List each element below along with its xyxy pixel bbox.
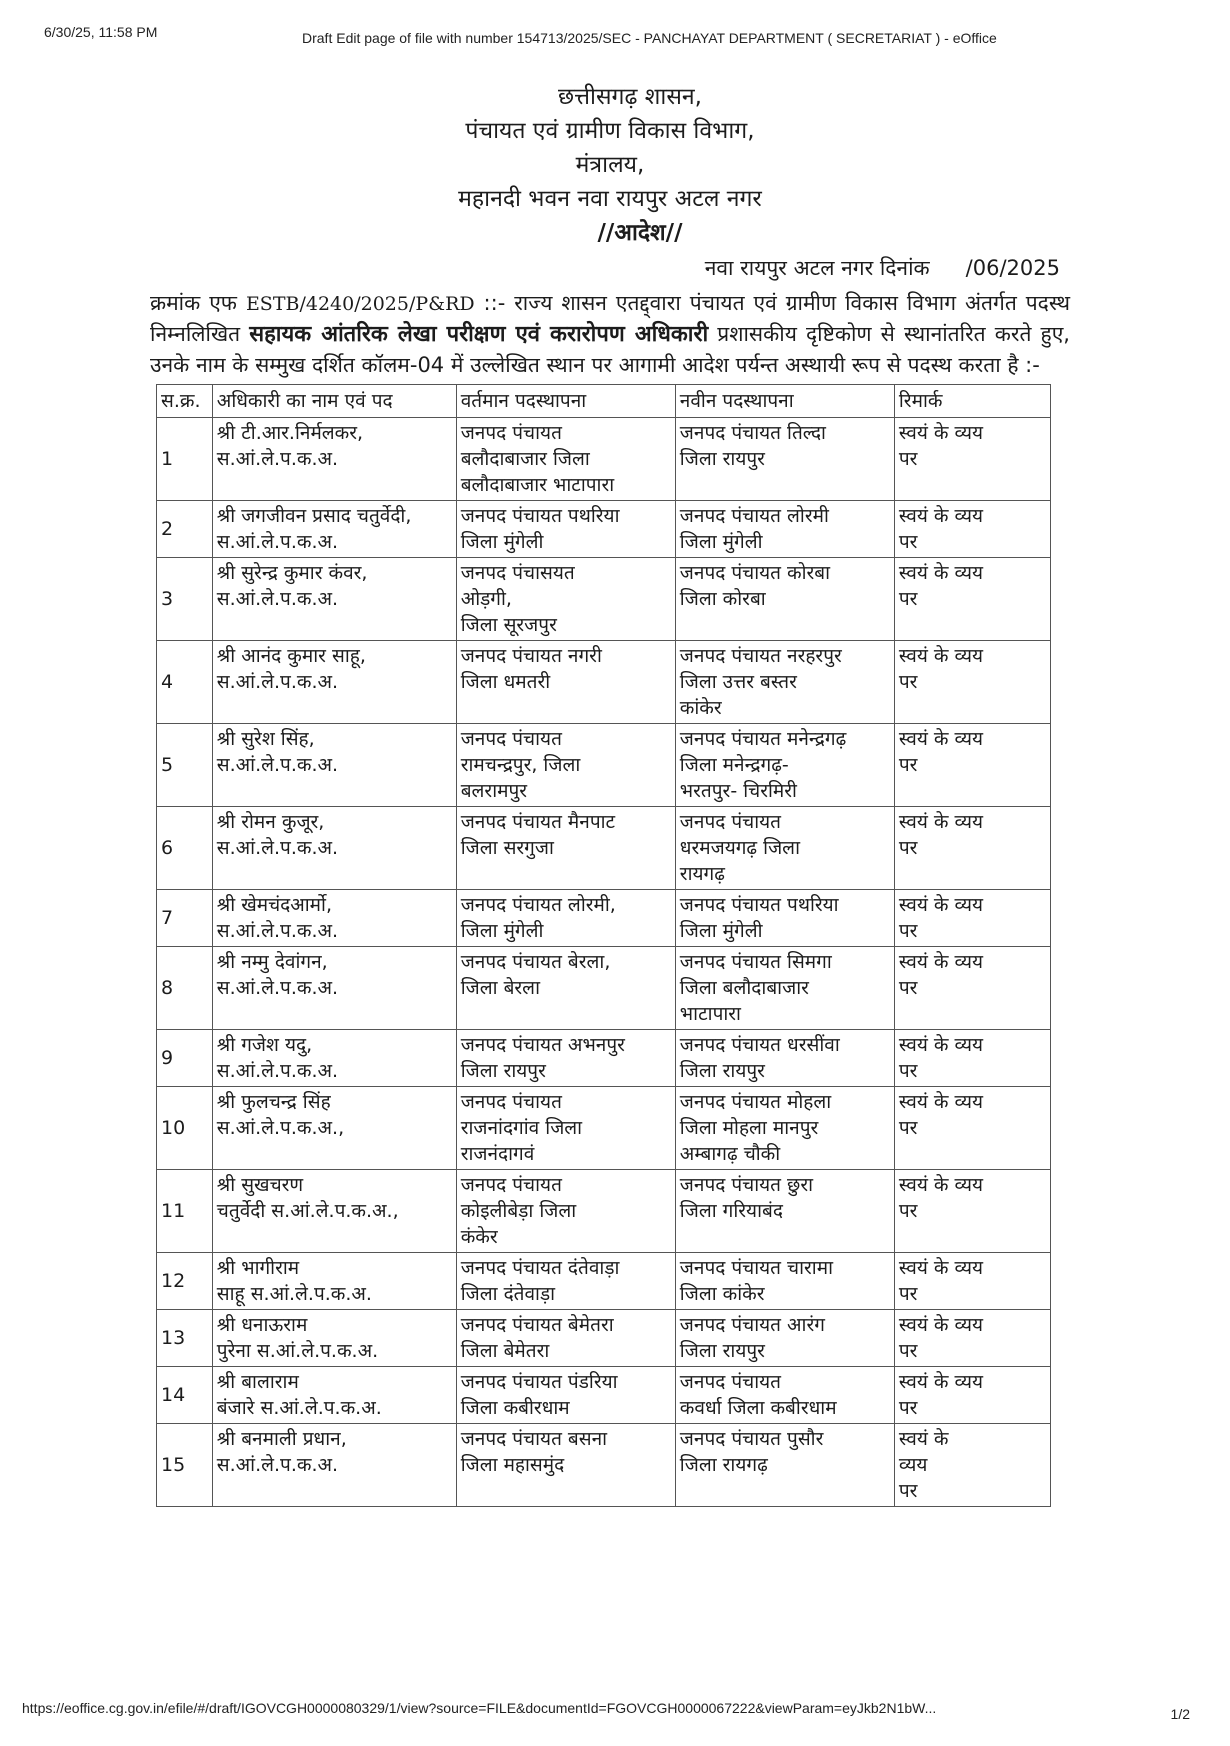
remark-line: स्वयं के व्यय — [898, 894, 984, 916]
browser-print-footer — [22, 1700, 1190, 1720]
remark-cell — [894, 1367, 1050, 1424]
new-posting-cell — [675, 641, 894, 724]
serial-cell: 5 — [157, 724, 213, 807]
new-posting-line: अम्बागढ़ चौकी — [679, 1143, 781, 1165]
new-posting-cell — [675, 1087, 894, 1170]
remark-line: पर — [898, 920, 918, 942]
table-row — [157, 1253, 1051, 1310]
table-row — [157, 947, 1051, 1030]
current-posting-cell — [456, 807, 675, 890]
new-posting-cell — [675, 501, 894, 558]
table-row — [157, 1367, 1051, 1424]
new-posting-cell — [675, 807, 894, 890]
new-posting-line: कांकेर — [679, 697, 722, 719]
remark-line: स्वयं के व्यय — [898, 422, 984, 444]
remark-cell — [894, 501, 1050, 558]
new-posting-cell — [675, 418, 894, 501]
officer-name-line: स.आं.ले.प.क.अ. — [216, 754, 339, 776]
officer-name-cell — [212, 1087, 456, 1170]
current-posting-cell — [456, 1030, 675, 1087]
current-posting-line: जिला रायपुर — [460, 1060, 546, 1082]
remark-cell — [894, 641, 1050, 724]
current-posting-line: कंकेर — [460, 1226, 498, 1248]
new-posting-line: जनपद पंचायत — [679, 811, 781, 833]
new-posting-cell — [675, 1367, 894, 1424]
ministry-label: मंत्रालय, — [575, 152, 645, 178]
new-posting-cell — [675, 1310, 894, 1367]
current-posting-cell — [456, 1087, 675, 1170]
officer-name-line: श्री जगजीवन प्रसाद चतुर्वेदी, — [216, 505, 412, 527]
remark-line: पर — [898, 1117, 918, 1139]
header-officer-name: अधिकारी का नाम एवं पद — [212, 385, 456, 418]
remark-line: पर — [898, 1340, 918, 1362]
officer-name-line: श्री भागीराम — [216, 1257, 300, 1279]
current-posting-cell — [456, 947, 675, 1030]
current-posting-cell — [456, 1424, 675, 1507]
current-posting-cell — [456, 1170, 675, 1253]
current-posting-line: जनपद पंचायत बेमेतरा — [460, 1314, 614, 1336]
new-posting-cell — [675, 1170, 894, 1253]
table-row — [157, 641, 1051, 724]
remark-line: पर — [898, 1397, 918, 1419]
remark-cell — [894, 558, 1050, 641]
remark-cell — [894, 418, 1050, 501]
order-number-label: क्रमांक एफ — [150, 291, 246, 315]
table-row — [157, 807, 1051, 890]
current-posting-line: ओड़गी, — [460, 588, 512, 610]
new-posting-line: जिला कांकेर — [679, 1283, 765, 1305]
new-posting-line: जनपद पंचायत छुरा — [679, 1174, 814, 1196]
remark-cell — [894, 724, 1050, 807]
new-posting-cell — [675, 947, 894, 1030]
transfer-table — [156, 384, 1051, 1507]
new-posting-line: जनपद पंचायत तिल्दा — [679, 422, 826, 444]
current-posting-line: जनपद पंचायत मैनपाट — [460, 811, 616, 833]
officer-name-line: श्री टी.आर.निर्मलकर, — [216, 422, 364, 444]
new-posting-cell — [675, 558, 894, 641]
current-posting-line: जिला मुंगेली — [460, 531, 544, 553]
current-posting-line: राजनांदगांव जिला — [460, 1117, 583, 1139]
table-row — [157, 890, 1051, 947]
remark-line: पर — [898, 531, 918, 553]
officer-name-line: श्री बालाराम — [216, 1371, 299, 1393]
table-row — [157, 1030, 1051, 1087]
remark-cell — [894, 890, 1050, 947]
department-name: पंचायत एवं ग्रामीण विकास विभाग, — [465, 118, 755, 144]
officer-name-cell — [212, 947, 456, 1030]
remark-line: स्वयं के व्यय — [898, 1371, 984, 1393]
serial-cell: 6 — [157, 807, 213, 890]
order-text-end: प्रशासकीय दृष्टिकोण से स्थानांतरित करते हुए, उनके नाम के सम्मुख दर्शित कॉलम-04 में उल्लेखित स्थान पर आगामी आदेश पर्यन्त अस्थायी रूप से पदस्थ करता है :- — [150, 322, 1070, 377]
current-posting-line: जनपद पंचायत बसना — [460, 1428, 608, 1450]
officer-name-line: श्री आनंद कुमार साहू, — [216, 645, 366, 667]
remark-cell — [894, 1030, 1050, 1087]
remark-line: पर — [898, 588, 918, 610]
print-url: https://eoffice.cg.gov.in/efile/#/draft/IGOVCGH0000080329/1/view?source=FILE&documentId=FGOVCGH0000067222&viewParam=eyJkb2N1bW... — [22, 1700, 937, 1716]
officer-name-line: श्री सुरेश सिंह, — [216, 728, 315, 750]
officer-name-line: बंजारे स.आं.ले.प.क.अ. — [216, 1397, 382, 1419]
new-posting-line: जनपद पंचायत मोहला — [679, 1091, 832, 1113]
serial-cell: 15 — [157, 1424, 213, 1507]
remark-cell — [894, 1310, 1050, 1367]
date-value: /06/2025 — [965, 256, 1060, 280]
table-row — [157, 1170, 1051, 1253]
current-posting-line: बलौदाबाजार जिला — [460, 448, 590, 470]
officer-name-cell — [212, 1367, 456, 1424]
new-posting-line: जनपद पंचायत पथरिया — [679, 894, 839, 916]
print-datetime: 6/30/25, 11:58 PM — [44, 24, 158, 40]
officer-designation: सहायक आंतरिक लेखा परीक्षण एवं करारोपण अधिकारी — [249, 322, 709, 347]
remark-line: स्वयं के व्यय — [898, 645, 984, 667]
remark-cell — [894, 1170, 1050, 1253]
officer-name-line: श्री नम्मु देवांगन, — [216, 951, 328, 973]
serial-cell: 13 — [157, 1310, 213, 1367]
new-posting-line: जिला उत्तर बस्तर — [679, 671, 797, 693]
officer-name-cell — [212, 1253, 456, 1310]
serial-cell: 14 — [157, 1367, 213, 1424]
serial-cell: 11 — [157, 1170, 213, 1253]
current-posting-cell — [456, 418, 675, 501]
remark-line: व्यय — [898, 1454, 928, 1476]
officer-name-cell — [212, 1030, 456, 1087]
new-posting-line: जनपद पंचायत लोरमी — [679, 505, 829, 527]
govt-name: छत्तीसगढ़ शासन, — [558, 84, 702, 110]
serial-cell: 12 — [157, 1253, 213, 1310]
new-posting-line: जनपद पंचायत मनेन्द्रगढ़ — [679, 728, 847, 750]
current-posting-line: बलरामपुर — [460, 780, 528, 802]
current-posting-line: जिला कबीरधाम — [460, 1397, 570, 1419]
new-posting-line: जनपद पंचायत आरंग — [679, 1314, 825, 1336]
new-posting-line: जनपद पंचायत — [679, 1371, 781, 1393]
new-posting-line: जिला रायपुर — [679, 1340, 765, 1362]
serial-cell: 8 — [157, 947, 213, 1030]
browser-print-header — [44, 24, 1186, 44]
header-new-posting: नवीन पदस्थापना — [675, 385, 894, 418]
order-text-intro: ::- राज्य शासन एतद्द्वारा पंचायत एवं ग्रामीण विकास विभाग अंतर्गत पदस्थ निम्नलिखित — [150, 291, 1070, 346]
officer-name-line: श्री बनमाली प्रधान, — [216, 1428, 347, 1450]
current-posting-cell — [456, 1367, 675, 1424]
current-posting-line: जनपद पंचायत पंडरिया — [460, 1371, 618, 1393]
table-row — [157, 501, 1051, 558]
officer-name-line: स.आं.ले.प.क.अ. — [216, 920, 339, 942]
officer-name-line: स.आं.ले.प.क.अ., — [216, 1117, 345, 1139]
new-posting-cell — [675, 1030, 894, 1087]
current-posting-line: जिला बेरला — [460, 977, 540, 999]
officer-name-line: चतुर्वेदी स.आं.ले.प.क.अ., — [216, 1200, 399, 1222]
officer-name-cell — [212, 1170, 456, 1253]
remark-line: पर — [898, 1480, 918, 1502]
new-posting-line: जिला बलौदाबाजार — [679, 977, 809, 999]
serial-cell: 1 — [157, 418, 213, 501]
officer-name-line: श्री सुरेन्द्र कुमार कंवर, — [216, 562, 368, 584]
remark-line: पर — [898, 754, 918, 776]
date-prefix: नवा रायपुर अटल नगर दिनांक — [704, 256, 930, 280]
new-posting-cell — [675, 1424, 894, 1507]
current-posting-line: जिला महासमुंद — [460, 1454, 565, 1476]
current-posting-line: जनपद पंचायत — [460, 422, 562, 444]
current-posting-line: कोइलीबेड़ा जिला — [460, 1200, 577, 1222]
remark-cell — [894, 1424, 1050, 1507]
new-posting-line: जनपद पंचायत कोरबा — [679, 562, 831, 584]
header-current-posting: वर्तमान पदस्थापना — [456, 385, 675, 418]
new-posting-line: जिला रायगढ़ — [679, 1454, 768, 1476]
current-posting-line: राजनंदागवं — [460, 1143, 535, 1165]
remark-line: स्वयं के व्यय — [898, 562, 984, 584]
current-posting-line: जनपद पंचायत अभनपुर — [460, 1034, 625, 1056]
remark-line: पर — [898, 1060, 918, 1082]
new-posting-cell — [675, 890, 894, 947]
remark-cell — [894, 1087, 1050, 1170]
serial-cell: 3 — [157, 558, 213, 641]
new-posting-cell — [675, 1253, 894, 1310]
remark-line: पर — [898, 837, 918, 859]
officer-name-line: श्री गजेश यदु, — [216, 1034, 313, 1056]
officer-name-cell — [212, 724, 456, 807]
new-posting-line: जिला कोरबा — [679, 588, 766, 610]
print-page-title: Draft Edit page of file with number 154713/2025/SEC - PANCHAYAT DEPARTMENT ( SECRETARIAT ) - eOffice — [302, 30, 997, 46]
table-row — [157, 418, 1051, 501]
new-posting-line: जिला रायपुर — [679, 448, 765, 470]
remark-line: पर — [898, 448, 918, 470]
current-posting-line: जनपद पंचायत — [460, 1091, 562, 1113]
current-posting-cell — [456, 501, 675, 558]
serial-cell: 2 — [157, 501, 213, 558]
new-posting-line: जनपद पंचायत पुसौर — [679, 1428, 824, 1450]
officer-name-line: श्री सुखचरण — [216, 1174, 304, 1196]
officer-name-cell — [212, 890, 456, 947]
new-posting-line: जिला मुंगेली — [679, 920, 763, 942]
remark-line: पर — [898, 1200, 918, 1222]
officer-name-line: साहू स.आं.ले.प.क.अ. — [216, 1283, 372, 1305]
remark-line: पर — [898, 671, 918, 693]
new-posting-line: जिला मोहला मानपुर — [679, 1117, 819, 1139]
table-row — [157, 1424, 1051, 1507]
new-posting-line: भरतपुर- चिरमिरी — [679, 780, 797, 802]
remark-line: पर — [898, 1283, 918, 1305]
current-posting-cell — [456, 1310, 675, 1367]
serial-cell: 9 — [157, 1030, 213, 1087]
new-posting-line: जनपद पंचायत धरसींवा — [679, 1034, 840, 1056]
officer-name-line: पुरेना स.आं.ले.प.क.अ. — [216, 1340, 379, 1362]
officer-name-line: स.आं.ले.प.क.अ. — [216, 977, 339, 999]
current-posting-line: जनपद पंचासयत — [460, 562, 575, 584]
new-posting-line: जनपद पंचायत नरहरपुर — [679, 645, 842, 667]
current-posting-line: जनपद पंचायत पथरिया — [460, 505, 620, 527]
officer-name-line: स.आं.ले.प.क.अ. — [216, 1060, 339, 1082]
header-serial: स.क्र. — [157, 385, 213, 418]
new-posting-line: कवर्धा जिला कबीरधाम — [679, 1397, 837, 1419]
table-row — [157, 1087, 1051, 1170]
new-posting-line: जिला मनेन्द्रगढ़- — [679, 754, 789, 776]
current-posting-cell — [456, 1253, 675, 1310]
remark-line: पर — [898, 977, 918, 999]
current-posting-line: जिला बेमेतरा — [460, 1340, 550, 1362]
officer-name-line: स.आं.ले.प.क.अ. — [216, 448, 339, 470]
new-posting-line: रायगढ़ — [679, 863, 725, 885]
officer-name-cell — [212, 641, 456, 724]
officer-name-line: स.आं.ले.प.क.अ. — [216, 588, 339, 610]
office-address: महानदी भवन नवा रायपुर अटल नगर — [458, 186, 762, 212]
current-posting-line: जनपद पंचायत — [460, 1174, 562, 1196]
remark-cell — [894, 947, 1050, 1030]
new-posting-line: जनपद पंचायत सिमगा — [679, 951, 832, 973]
current-posting-cell — [456, 641, 675, 724]
new-posting-line: भाटापारा — [679, 1003, 741, 1025]
remark-line: स्वयं के व्यय — [898, 1034, 984, 1056]
current-posting-line: जनपद पंचायत दंतेवाड़ा — [460, 1257, 620, 1279]
current-posting-line: जनपद पंचायत लोरमी, — [460, 894, 616, 916]
officer-name-cell — [212, 1310, 456, 1367]
current-posting-line: बलौदाबाजार भाटापारा — [460, 474, 615, 496]
current-posting-line: जिला सरगुजा — [460, 837, 554, 859]
remark-line: स्वयं के व्यय — [898, 811, 984, 833]
order-paragraph — [150, 288, 1070, 380]
officer-name-line: स.आं.ले.प.क.अ. — [216, 531, 339, 553]
officer-name-cell — [212, 1424, 456, 1507]
remark-line: स्वयं के व्यय — [898, 728, 984, 750]
new-posting-cell — [675, 724, 894, 807]
officer-name-cell — [212, 807, 456, 890]
remark-cell — [894, 1253, 1050, 1310]
officer-name-line: स.आं.ले.प.क.अ. — [216, 1454, 339, 1476]
officer-name-cell — [212, 558, 456, 641]
table-row — [157, 724, 1051, 807]
officer-name-line: स.आं.ले.प.क.अ. — [216, 837, 339, 859]
new-posting-line: जनपद पंचायत चारामा — [679, 1257, 833, 1279]
officer-name-line: श्री धनाऊराम — [216, 1314, 308, 1336]
new-posting-line: धरमजयगढ़ जिला — [679, 837, 800, 859]
serial-cell: 7 — [157, 890, 213, 947]
officer-name-line: श्री खेमचंदआर्मो, — [216, 894, 333, 916]
current-posting-cell — [456, 558, 675, 641]
officer-name-line: श्री फुलचन्द्र सिंह — [216, 1091, 331, 1113]
current-posting-line: जिला दंतेवाड़ा — [460, 1283, 556, 1305]
current-posting-line: जिला मुंगेली — [460, 920, 544, 942]
new-posting-line: जिला गरियाबंद — [679, 1200, 783, 1222]
remark-line: स्वयं के व्यय — [898, 1314, 984, 1336]
order-date-line — [150, 252, 1070, 284]
table-row — [157, 558, 1051, 641]
current-posting-cell — [456, 724, 675, 807]
remark-cell — [894, 807, 1050, 890]
current-posting-line: जनपद पंचायत बेरला, — [460, 951, 611, 973]
serial-cell: 10 — [157, 1087, 213, 1170]
new-posting-line: जिला मुंगेली — [679, 531, 763, 553]
current-posting-cell — [456, 890, 675, 947]
officer-name-cell — [212, 418, 456, 501]
officer-name-line: श्री रोमन कुजूर, — [216, 811, 325, 833]
order-title: //आदेश// — [597, 220, 683, 246]
remark-line: स्वयं के व्यय — [898, 1257, 984, 1279]
officer-name-cell — [212, 501, 456, 558]
remark-line: स्वयं के व्यय — [898, 951, 984, 973]
current-posting-line: जिला धमतरी — [460, 671, 551, 693]
print-page-number: 1/2 — [1170, 1706, 1190, 1722]
current-posting-line: जनपद पंचायत — [460, 728, 562, 750]
header-remark: रिमार्क — [894, 385, 1050, 418]
table-row — [157, 1310, 1051, 1367]
remark-line: स्वयं के व्यय — [898, 1091, 984, 1113]
current-posting-line: रामचन्द्रपुर, जिला — [460, 754, 581, 776]
officer-name-line: स.आं.ले.प.क.अ. — [216, 671, 339, 693]
serial-cell: 4 — [157, 641, 213, 724]
current-posting-line: जनपद पंचायत नगरी — [460, 645, 602, 667]
order-document — [150, 80, 1070, 1507]
remark-line: स्वयं के व्यय — [898, 505, 984, 527]
remark-line: स्वयं के व्यय — [898, 1174, 984, 1196]
remark-line: स्वयं के — [898, 1428, 949, 1450]
file-reference: ESTB/4240/2025/P&RD — [245, 293, 475, 315]
table-header-row — [157, 385, 1051, 418]
new-posting-line: जिला रायपुर — [679, 1060, 765, 1082]
table-body — [157, 418, 1051, 1507]
current-posting-line: जिला सूरजपुर — [460, 614, 557, 636]
